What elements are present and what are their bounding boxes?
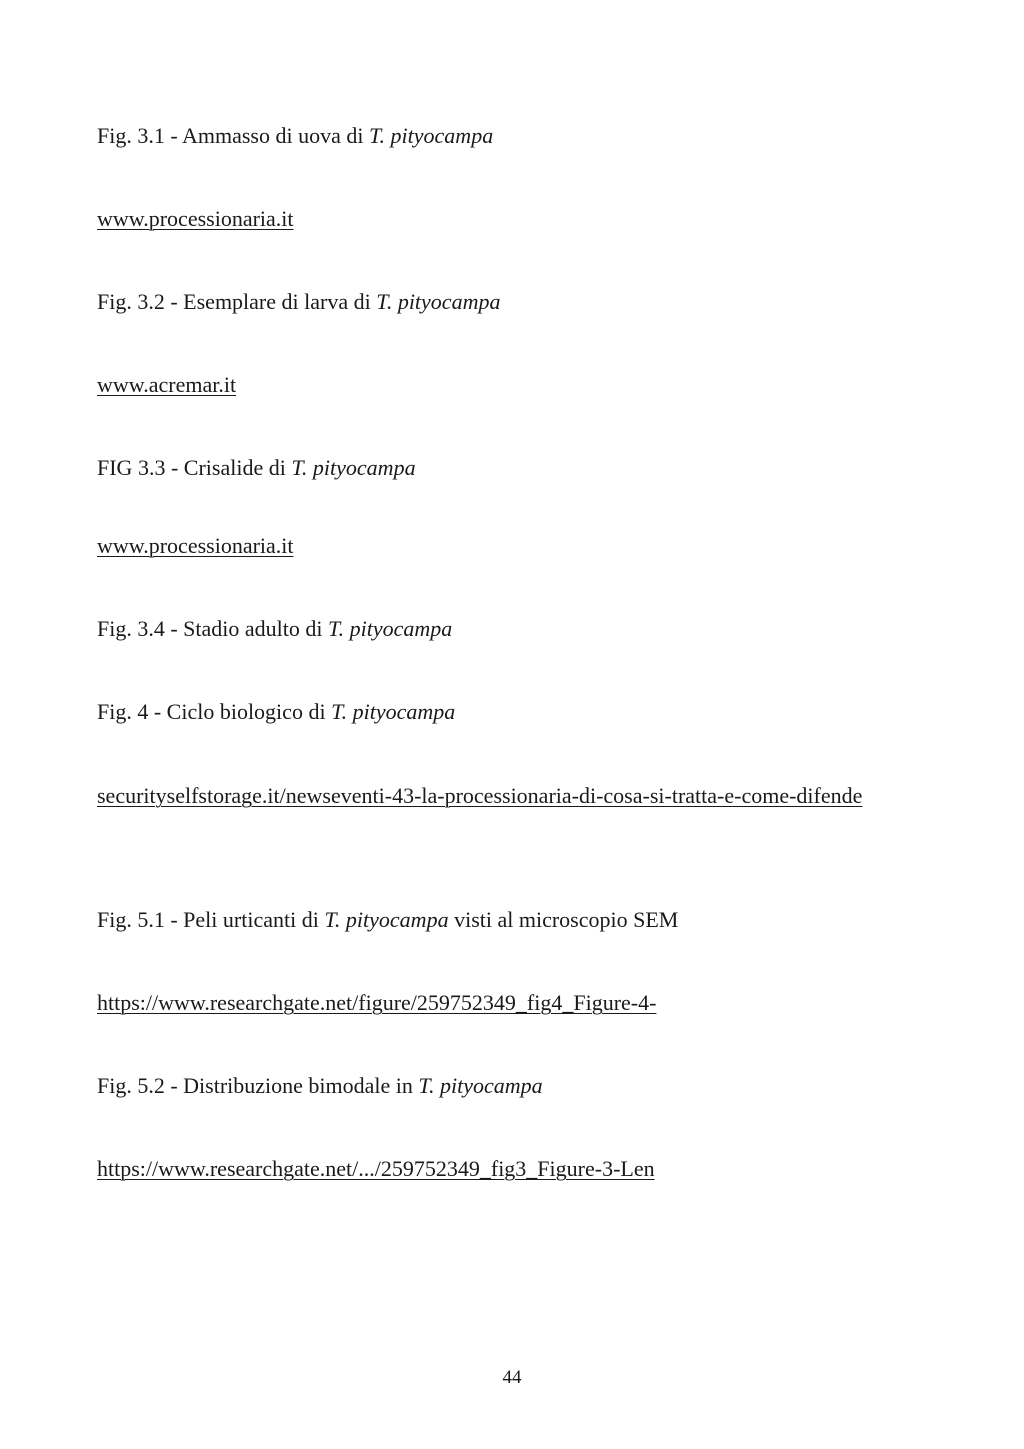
species-name: T. pityocampa <box>324 907 449 932</box>
caption-text: Fig. 4 - Ciclo biologico di <box>97 699 332 724</box>
source-link-3[interactable]: www.processionaria.it <box>97 533 294 558</box>
species-name: T. pityocampa <box>418 1073 543 1098</box>
caption-fig-3-4 <box>97 609 452 649</box>
page-number: 44 <box>502 1367 522 1388</box>
species-name: T. pityocampa <box>328 616 453 641</box>
species-name: T. pityocampa <box>376 289 501 314</box>
caption-text: Fig. 5.1 - Peli urticanti di <box>97 907 325 932</box>
source-link-1[interactable]: www.processionaria.it <box>97 206 294 231</box>
source-link-4[interactable]: securityselfstorage.it/newseventi-43-la-processionaria-di-cosa-si-tratta-e-come-difende <box>97 783 863 808</box>
caption-suffix: visti al microscopio SEM <box>448 907 679 932</box>
caption-text: Fig. 3.4 - Stadio adulto di <box>97 616 328 641</box>
caption-text: FIG 3.3 - Crisalide di <box>97 455 292 480</box>
source-link-6[interactable]: https://www.researchgate.net/.../259752349_fig3_Figure-3-Len <box>97 1156 655 1181</box>
species-name: T. pityocampa <box>291 455 416 480</box>
species-name: T. pityocampa <box>331 699 456 724</box>
caption-fig-5-1 <box>97 900 678 940</box>
caption-fig-3-1 <box>97 116 493 156</box>
caption-fig-3-3 <box>97 448 416 488</box>
caption-fig-4 <box>97 692 455 732</box>
caption-text: Fig. 3.2 - Esemplare di larva di <box>97 289 377 314</box>
caption-fig-5-2 <box>97 1066 543 1106</box>
caption-text: Fig. 5.2 - Distribuzione bimodale in <box>97 1073 419 1098</box>
source-link-5[interactable]: https://www.researchgate.net/figure/259752349_fig4_Figure-4- <box>97 990 657 1015</box>
source-link-2[interactable]: www.acremar.it <box>97 372 237 397</box>
caption-fig-3-2 <box>97 282 500 322</box>
species-name: T. pityocampa <box>368 123 494 148</box>
caption-text: Fig. 3.1 - Ammasso di uova di <box>97 123 369 148</box>
